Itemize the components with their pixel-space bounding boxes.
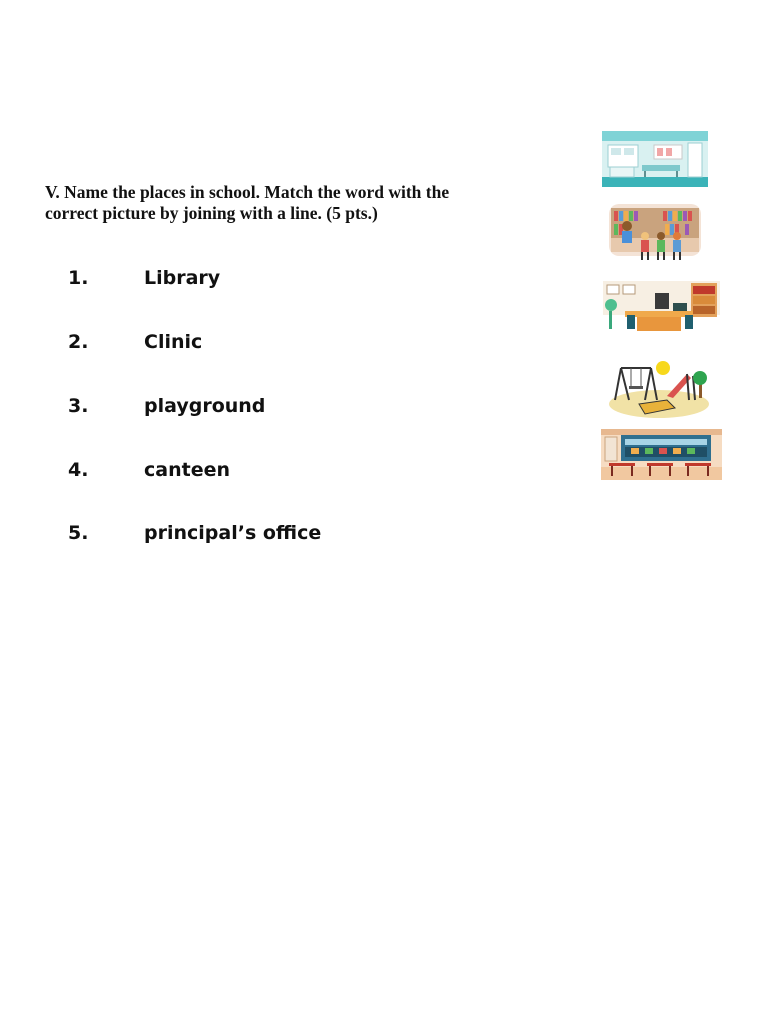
- instructions-line-1: V. Name the places in school. Match the word with the: [45, 182, 450, 202]
- item-number: 5.: [68, 522, 89, 544]
- instructions-line-2: correct picture by joining with a line. (5 pts.): [45, 203, 378, 223]
- list-item: [68, 521, 321, 545]
- canteen-picture: [601, 429, 722, 480]
- item-number: 2.: [68, 331, 89, 353]
- item-label: Clinic: [144, 331, 203, 353]
- list-item: [68, 394, 265, 418]
- list-item: [68, 458, 230, 482]
- item-number: 4.: [68, 459, 89, 481]
- playground-picture: [607, 360, 711, 420]
- item-label: playground: [144, 395, 266, 417]
- item-label: Library: [144, 267, 221, 289]
- item-number: 1.: [68, 267, 89, 289]
- instructions: [45, 182, 585, 224]
- library-picture: [605, 202, 705, 264]
- list-item: [68, 330, 202, 354]
- clinic-picture: [602, 131, 708, 187]
- office-picture: [603, 281, 720, 333]
- item-label: canteen: [144, 459, 230, 481]
- list-item: [68, 266, 220, 290]
- item-number: 3.: [68, 395, 89, 417]
- item-label: principal’s office: [144, 522, 322, 544]
